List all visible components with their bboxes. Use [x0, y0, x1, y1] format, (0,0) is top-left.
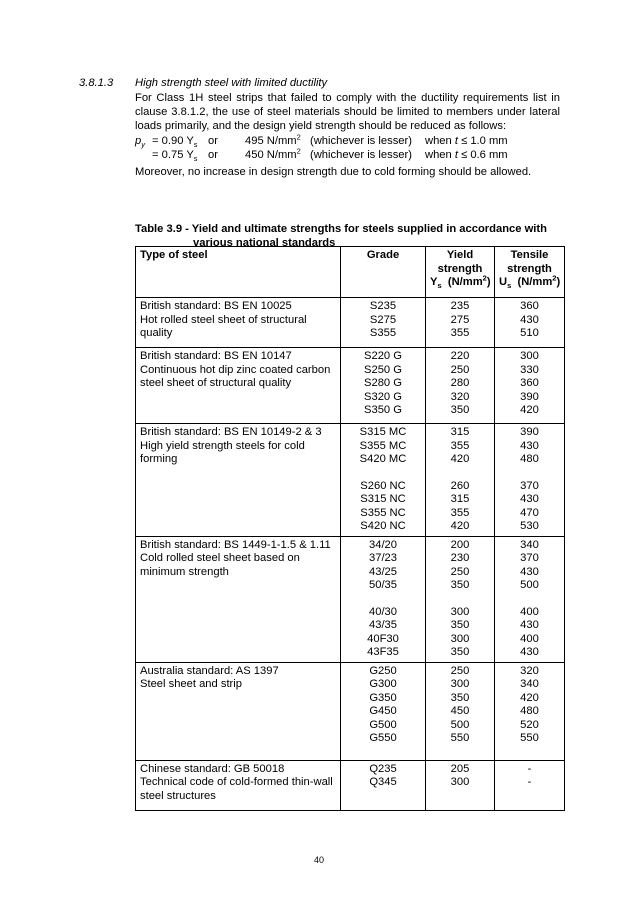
cell-line: British standard: BS EN 10149-2 & 3	[140, 426, 322, 438]
cell-line: S350 G	[364, 404, 402, 416]
table-body	[136, 298, 565, 811]
cell-grade	[341, 424, 426, 537]
cell-yield-strength	[426, 298, 495, 348]
cell-yield-strength	[426, 760, 495, 810]
cell-line: 300	[450, 678, 470, 690]
cell-line: Q235	[369, 762, 397, 775]
cell-line: 550	[520, 732, 539, 744]
cell-line: S280 G	[364, 377, 402, 389]
cell-line	[430, 593, 490, 606]
cell-line: 300	[450, 605, 470, 618]
cell-line: 360	[520, 300, 539, 312]
cell-line: Technical code of cold-formed thin-wall	[140, 776, 333, 788]
table-row	[136, 424, 565, 537]
cell-line: 350	[450, 404, 470, 416]
cell-type-of-steel	[136, 298, 341, 348]
cell-line: 430	[520, 565, 539, 578]
cell-tensile-strength	[495, 536, 565, 662]
table-row	[136, 662, 565, 760]
design-strength-formula	[135, 134, 575, 162]
cell-line: Cold rolled steel sheet based on	[140, 552, 300, 564]
cell-line: minimum strength	[140, 565, 229, 578]
cell-line: 250	[450, 565, 470, 578]
cell-line: S275	[369, 313, 397, 326]
cell-line: 37/23	[369, 552, 397, 564]
cell-line: 250	[450, 664, 470, 677]
table-caption-line-2: various national standards	[193, 237, 336, 249]
formula-note: (whichever is lesser)	[310, 135, 412, 147]
section-title: High strength steel with limited ductility	[135, 77, 328, 89]
cell-line	[430, 467, 490, 480]
cell-line: steel structures	[140, 789, 216, 802]
cell-yield-strength	[426, 536, 495, 662]
cell-line: 350	[450, 691, 470, 704]
cell-line: 34/20	[369, 538, 397, 551]
table-caption-line-1: Table 3.9 - Yield and ultimate strengths for steels supplied in accordance with	[135, 223, 547, 235]
cell-line: G300	[369, 678, 397, 690]
cell-line: 420	[520, 404, 539, 416]
cell-line: S315 NC	[360, 493, 406, 505]
cell-line	[499, 467, 560, 480]
cell-type-of-steel	[136, 662, 341, 760]
header-yield-strength: Yield strength $Y_s$ $(N/mm^2)$	[426, 247, 495, 298]
cell-line	[345, 593, 421, 606]
cell-line: 390	[520, 390, 539, 403]
cell-line: 275	[450, 313, 470, 326]
cell-line: 370	[520, 552, 539, 564]
cell-line: G500	[369, 718, 397, 731]
cell-line: 500	[450, 718, 470, 731]
header-type-of-steel: Type of steel	[136, 247, 341, 298]
cell-line: Continuous hot dip zinc coated carbon	[140, 363, 331, 376]
table-row	[136, 348, 565, 424]
cell-line: 350	[450, 619, 470, 631]
cell-line: 205	[450, 762, 470, 775]
table-row	[136, 536, 565, 662]
cell-line: Q345	[369, 776, 397, 788]
cell-line: 280	[450, 377, 470, 389]
cell-line: 235	[450, 300, 470, 312]
cell-line: 260	[450, 479, 470, 492]
table-row	[136, 760, 565, 810]
cell-line: 520	[520, 718, 539, 731]
cell-line: 200	[450, 538, 470, 551]
cell-line: S355 MC	[359, 439, 407, 452]
cell-line: Chinese standard: GB 50018	[140, 762, 285, 775]
cell-line: 300	[450, 632, 470, 645]
page-number: 40	[313, 855, 324, 865]
cell-line: 510	[520, 327, 539, 339]
cell-line: steel sheet of structural quality	[140, 377, 292, 389]
cell-line: G550	[369, 732, 397, 744]
section-number: 3.8.1.3	[79, 77, 114, 89]
cell-line: -	[527, 762, 532, 775]
cell-tensile-strength	[495, 348, 565, 424]
cell-line: 40/30	[369, 605, 397, 618]
cell-line: 43F35	[367, 646, 399, 658]
cell-line: S260 NC	[360, 479, 406, 492]
formula-limit: 450 $N/mm^2$	[245, 146, 301, 161]
cell-line: S420 MC	[359, 453, 407, 465]
cell-line: 500	[520, 579, 539, 591]
cell-type-of-steel	[136, 424, 341, 537]
cell-tensile-strength	[495, 298, 565, 348]
cell-line: 355	[450, 506, 470, 519]
formula-eq: = 0.90 $Y_s$	[152, 135, 198, 150]
cell-line: 430	[520, 646, 539, 658]
cell-line: 530	[520, 520, 539, 532]
cell-line: 420	[520, 691, 539, 704]
cell-type-of-steel	[136, 536, 341, 662]
table-header-row	[136, 247, 565, 298]
cell-line: 220	[450, 350, 470, 362]
cell-line: 450	[450, 705, 470, 717]
steel-strength-table	[135, 246, 565, 811]
formula-note: (whichever is lesser)	[310, 149, 412, 161]
formula-row-2	[135, 148, 575, 162]
cell-line: S420 NC	[360, 520, 406, 532]
formula-symbol: $p_y$	[135, 135, 145, 150]
formula-limit: 495 $N/mm^2$	[245, 132, 301, 147]
cell-line: quality	[140, 327, 173, 339]
cell-line	[345, 467, 421, 480]
cell-line: 420	[450, 453, 470, 465]
cell-line: 400	[520, 632, 539, 645]
cell-line: 480	[520, 705, 539, 717]
cell-yield-strength	[426, 348, 495, 424]
cell-line: forming	[140, 453, 178, 465]
formula-row-1	[135, 134, 575, 148]
cell-line: 50/35	[369, 579, 397, 591]
cell-line: S355 NC	[360, 506, 406, 519]
cell-line: S220 G	[364, 350, 402, 362]
cell-tensile-strength	[495, 760, 565, 810]
cell-line: 320	[520, 664, 539, 677]
cell-line: 315	[450, 426, 470, 438]
formula-condition: when t ≤ 0.6 mm	[425, 149, 508, 161]
cell-grade	[341, 760, 426, 810]
cell-line: 320	[450, 390, 470, 403]
cell-grade	[341, 536, 426, 662]
cell-grade	[341, 348, 426, 424]
cell-line: 340	[520, 538, 539, 551]
cell-line: 420	[450, 520, 470, 532]
cell-line: 430	[520, 313, 539, 326]
cell-line: 470	[520, 506, 539, 519]
cell-line: G450	[369, 705, 397, 717]
formula-or: or	[208, 135, 218, 147]
cell-line: 300	[520, 350, 539, 362]
cell-line: 330	[520, 363, 539, 376]
cell-line: Steel sheet and strip	[140, 678, 242, 690]
header-tensile-strength: Tensile strength $U_s$ $(N/mm^2)$	[495, 247, 565, 298]
cell-line: 370	[520, 479, 539, 492]
cell-line: S355	[369, 327, 397, 339]
cell-yield-strength	[426, 662, 495, 760]
cell-line: Australia standard: AS 1397	[140, 664, 279, 677]
cell-line: British standard: BS EN 10147	[140, 350, 292, 362]
formula-condition: when t ≤ 1.0 mm	[425, 135, 508, 147]
cell-line: 340	[520, 678, 539, 690]
cell-line: G350	[369, 691, 397, 704]
cell-line: G250	[369, 664, 397, 677]
cell-line: S315 MC	[359, 426, 407, 438]
cell-line: Hot rolled steel sheet of structural	[140, 313, 307, 326]
cell-grade	[341, 298, 426, 348]
cell-line: S235	[369, 300, 397, 312]
cell-line: 43/25	[369, 565, 397, 578]
cell-line: S320 G	[364, 390, 402, 403]
cell-yield-strength	[426, 424, 495, 537]
cell-line: 480	[520, 453, 539, 465]
cell-line: 250	[450, 363, 470, 376]
cell-line	[499, 593, 560, 606]
cell-type-of-steel	[136, 348, 341, 424]
cell-line: 430	[520, 493, 539, 505]
cell-line: British standard: BS 1449-1-1.5 & 1.11	[140, 538, 331, 551]
cell-line: High yield strength steels for cold	[140, 439, 305, 452]
formula-or: or	[208, 149, 218, 161]
cell-grade	[341, 662, 426, 760]
cell-line: 550	[450, 732, 470, 744]
cell-line: 430	[520, 439, 539, 452]
cell-line: 40F30	[367, 632, 399, 645]
cell-tensile-strength	[495, 424, 565, 537]
cell-line: 315	[450, 493, 470, 505]
cell-line: 390	[520, 426, 539, 438]
section-paragraph-1: For Class 1H steel strips that failed to comply with the ductility requirements list in clause 3.8.1.2, the use of steel materials should be limited to members under lateral loads primarily, and the design yield strength should be reduced as follows:	[135, 92, 560, 132]
cell-line: S250 G	[364, 363, 402, 376]
cell-line: -	[527, 776, 532, 788]
cell-line: 300	[450, 776, 470, 788]
cell-line: 400	[520, 605, 539, 618]
formula-eq: = 0.75 $Y_s$	[152, 149, 198, 164]
table-row	[136, 298, 565, 348]
cell-tensile-strength	[495, 662, 565, 760]
cell-line: British standard: BS EN 10025	[140, 300, 292, 312]
cell-line: 355	[450, 439, 470, 452]
cell-line: 350	[450, 579, 470, 591]
cell-line: 355	[450, 327, 470, 339]
header-grade: Grade	[341, 247, 426, 298]
cell-line: 360	[520, 377, 539, 389]
cell-type-of-steel	[136, 760, 341, 810]
section-paragraph-2: Moreover, no increase in design strength due to cold forming should be allowed.	[135, 166, 532, 178]
cell-line: 350	[450, 646, 470, 658]
cell-line: 230	[450, 552, 470, 564]
cell-line: 43/35	[369, 619, 397, 631]
cell-line: 430	[520, 619, 539, 631]
